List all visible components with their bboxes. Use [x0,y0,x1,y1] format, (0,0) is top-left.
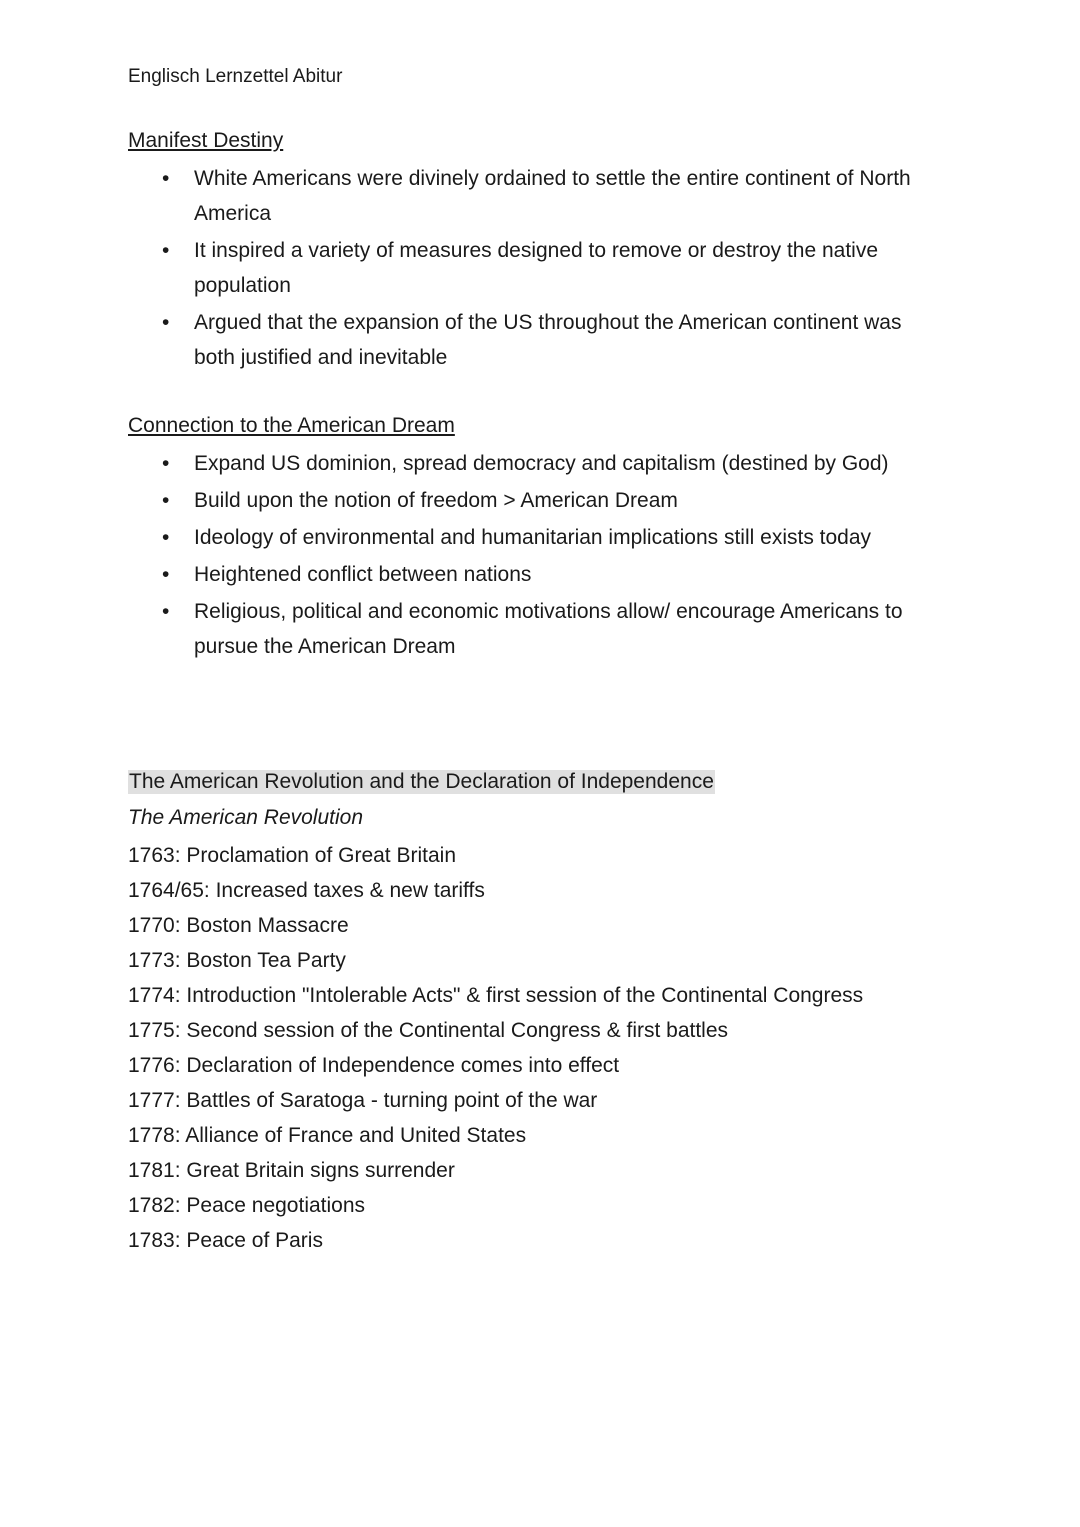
timeline-entry: 1763: Proclamation of Great Britain [128,844,457,867]
timeline-entry: 1774: Introduction "Intolerable Acts" & first session of the Continental Congress [128,984,864,1007]
list-item: • It inspired a variety of measures designed to remove or destroy the native population [128,233,948,303]
manifest-list [128,161,948,377]
timeline-entry: 1781: Great Britain signs surrender [128,1159,455,1182]
timeline-entry: 1783: Peace of Paris [128,1229,323,1252]
timeline-entry: 1770: Boston Massacre [128,914,349,937]
timeline [128,838,863,1258]
connection-heading: Connection to the American Dream [128,414,455,437]
timeline-entry: 1778: Alliance of France and United States [128,1124,527,1147]
timeline-entry: 1773: Boston Tea Party [128,949,346,972]
list-item: • White Americans were divinely ordained to settle the entire continent of North America [128,161,948,231]
list-item: • Expand US dominion, spread democracy and capitalism (destined by God) [128,446,948,481]
timeline-entry: 1775: Second session of the Continental Congress & first battles [128,1019,729,1042]
page-header: Englisch Lernzettel Abitur [128,66,343,87]
section-heading: The American Revolution and the Declaration of Independence [129,770,714,793]
timeline-entry: 1776: Declaration of Independence comes into effect [128,1054,620,1077]
list-item: • Build upon the notion of freedom > American Dream [128,483,948,518]
connection-list [128,446,948,666]
list-item: • Argued that the expansion of the US throughout the American continent was both justified and inevitable [128,305,948,375]
list-item: • Heightened conflict between nations [128,557,948,592]
timeline-entry: 1777: Battles of Saratoga - turning point of the war [128,1089,598,1112]
section-subtitle: The American Revolution [128,806,363,829]
timeline-entry: 1764/65: Increased taxes & new tariffs [128,879,485,902]
manifest-heading: Manifest Destiny [128,129,284,152]
list-item: • Ideology of environmental and humanitarian implications still exists today [128,520,948,555]
timeline-entry: 1782: Peace negotiations [128,1194,366,1217]
list-item: • Religious, political and economic motivations allow/ encourage Americans to pursue the American Dream [128,594,948,664]
